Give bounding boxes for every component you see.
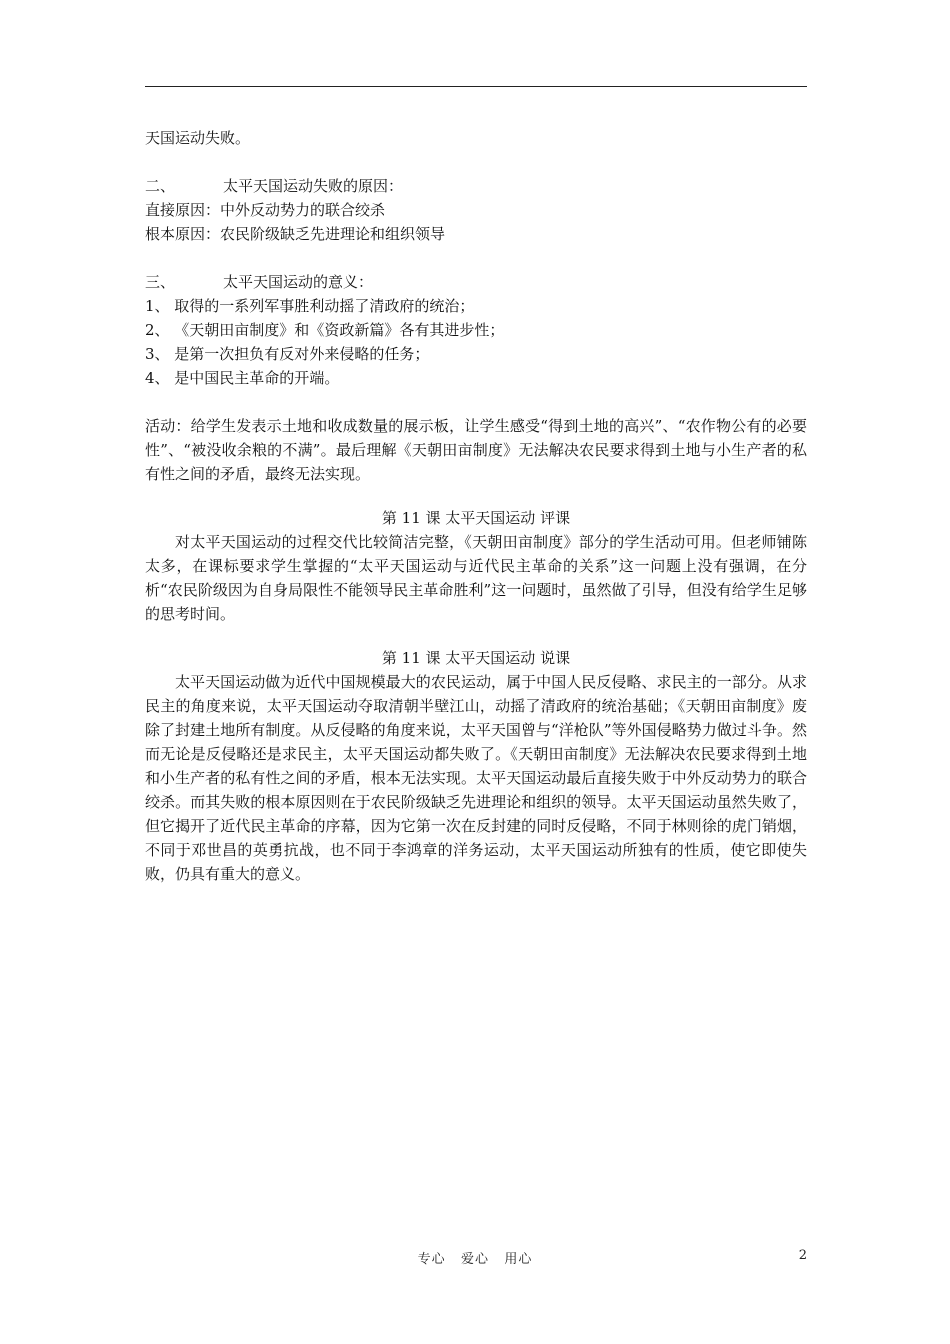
section-3-title: 太平天国运动的意义：: [223, 273, 374, 291]
review-paragraph: 对太平天国运动的过程交代比较简洁完整，《天朝田亩制度》部分的学生活动可用。但老师铺陈太多，在课标要求学生掌握的“太平天国运动与近代民主革命的关系”这一问题上没有强调，在分析“农民阶级因为自身局限性不能领导民主革命胜利”这一问题时，虽然做了引导，但没有给学生足够的思考时间。: [145, 533, 807, 623]
talk-heading: 第 11 课 太平天国运动 说课: [381, 649, 571, 667]
footer-slogan: 专心 爱心 用心: [417, 1252, 533, 1267]
section-3-heading: [145, 270, 807, 294]
significance-item-1: 1、 取得的一系列军事胜利动摇了清政府的统治；: [145, 297, 475, 315]
document-body: [145, 126, 807, 886]
section-2-title: 太平天国运动失败的原因：: [223, 177, 404, 195]
root-cause-line: 根本原因：农民阶级缺乏先进理论和组织领导: [145, 225, 446, 243]
section-3-number: 三、: [145, 273, 176, 291]
section-2-heading: [145, 174, 807, 198]
review-heading: 第 11 课 太平天国运动 评课: [381, 509, 571, 527]
header-rule: [145, 86, 807, 87]
activity-paragraph: 活动：给学生发表示土地和收成数量的展示板，让学生感受“得到土地的高兴”、“农作物公有的必要性”、“被没收余粮的不满”。最后理解《天朝田亩制度》无法解决农民要求得到土地与小生产者的私有性之间的矛盾，最终无法实现。: [145, 417, 807, 483]
significance-item-2: 2、 《天朝田亩制度》和《资政新篇》各有其进步性；: [145, 321, 505, 339]
significance-item-4: 4、 是中国民主革命的开端。: [145, 369, 340, 387]
intro-line: 天国运动失败。: [145, 129, 251, 147]
significance-item-3: 3、 是第一次担负有反对外来侵略的任务；: [145, 345, 430, 363]
talk-paragraph: 太平天国运动做为近代中国规模最大的农民运动，属于中国人民反侵略、求民主的一部分。从求民主的角度来说，太平天国运动夺取清朝半壁江山，动摇了清政府的统治基础；《天朝田亩制度》废除了封建土地所有制度。从反侵略的角度来说，太平天国曾与“洋枪队”等外国侵略势力做过斗争。然而无论是反侵略还是求民主，太平天国运动都失败了。《天朝田亩制度》无法解决农民要求得到土地和小生产者的私有性之间的矛盾，根本无法实现。太平天国运动最后直接失败于中外反动势力的联合绞杀。而其失败的根本原因则在于农民阶级缺乏先进理论和组织的领导。太平天国运动虽然失败了，但它揭开了近代民主革命的序幕，因为它第一次在反封建的同时反侵略，不同于林则徐的虎门销烟，不同于邓世昌的英勇抗战，也不同于李鸿章的洋务运动，太平天国运动所独有的性质，使它即使失败，仍具有重大的意义。: [145, 673, 807, 883]
page-number: 2: [798, 1248, 807, 1263]
section-2-number: 二、: [145, 177, 176, 195]
direct-cause-line: 直接原因：中外反动势力的联合绞杀: [145, 201, 386, 219]
